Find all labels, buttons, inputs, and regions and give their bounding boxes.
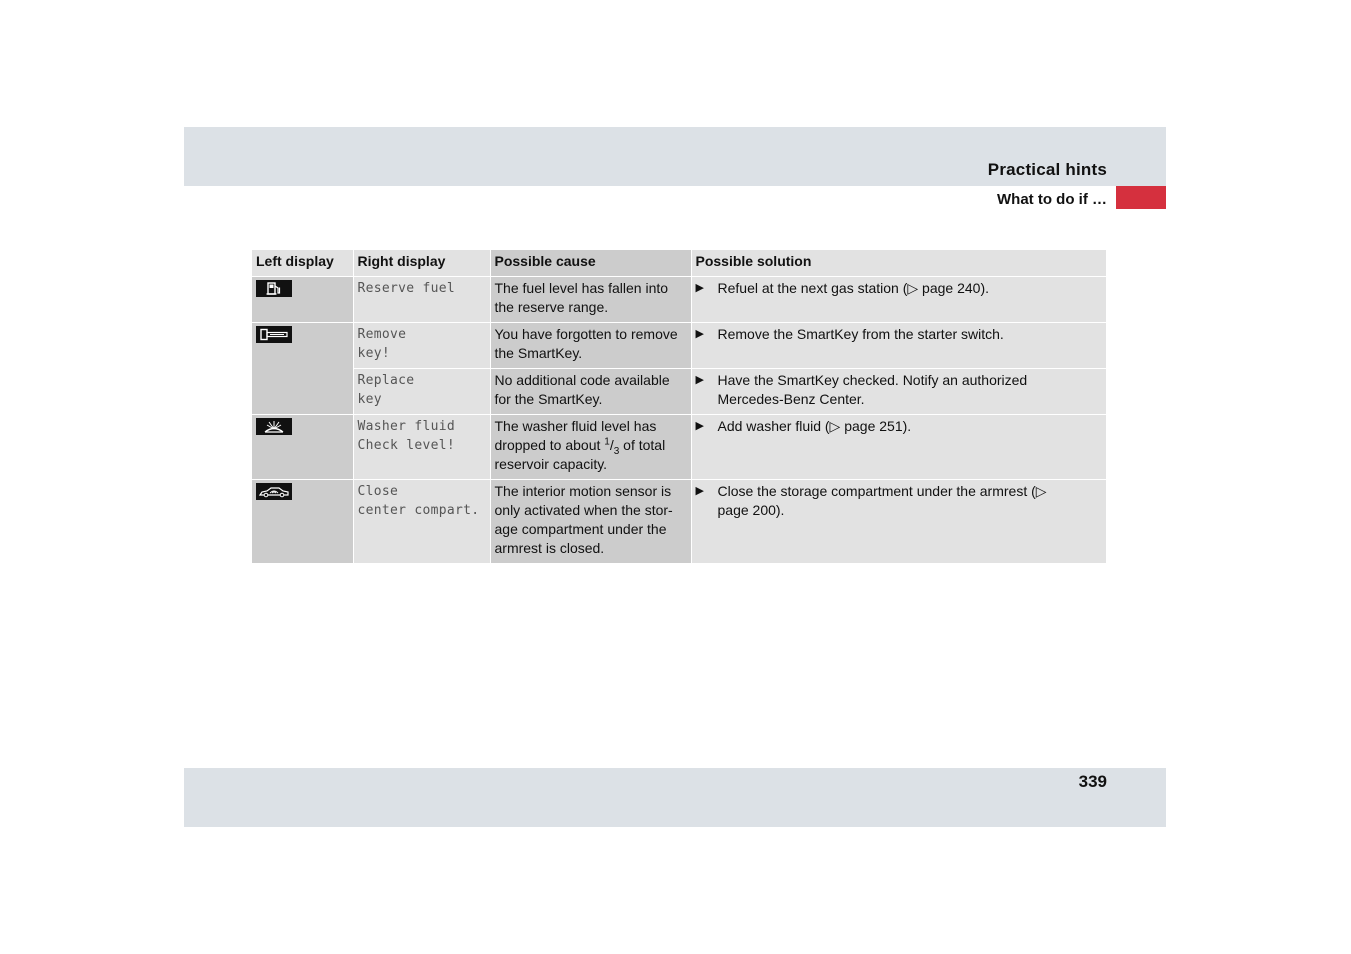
page-number: 339: [1078, 772, 1107, 791]
right-display-text: center compart.: [357, 503, 480, 518]
left-display-cell: [252, 323, 353, 415]
washer-fluid-icon: [256, 418, 292, 435]
header-right-display: Right display: [353, 250, 490, 277]
fraction-denominator: 3: [613, 445, 620, 457]
footer-band: [184, 768, 1166, 827]
solution-text: Have the SmartKey checked. Notify an authorized Mercedes-Benz Center.: [717, 372, 1028, 407]
possible-cause-cell: No additional code available for the SmartKey.: [490, 369, 691, 415]
left-display-cell: [252, 415, 353, 480]
right-display-text: Washer fluid: [357, 419, 456, 434]
table-row: [252, 369, 1107, 415]
bullet-arrow-icon: ▶: [695, 282, 704, 294]
header-possible-cause: Possible cause: [490, 250, 691, 277]
right-display-cell: [353, 277, 490, 323]
bullet-arrow-icon: ▶: [695, 374, 704, 386]
left-display-cell: [252, 277, 353, 323]
possible-solution-cell: [691, 277, 1107, 323]
section-title: Practical hints: [987, 160, 1107, 179]
right-display-cell: [353, 369, 490, 415]
cause-text: of total reservoir capacity.: [494, 437, 666, 472]
right-display-cell: [353, 323, 490, 369]
right-display-text: Close: [357, 484, 399, 499]
possible-cause-cell: The interior motion sensor is only activated when the stor-age compartment under the armrest is closed.: [490, 480, 691, 564]
possible-solution-cell: [691, 415, 1107, 480]
header-left-display: Left display: [252, 250, 353, 277]
solution-text: Refuel at the next gas station (▷ page 240).: [717, 280, 989, 296]
possible-solution-cell: [691, 323, 1107, 369]
table-header-row: [252, 250, 1107, 277]
table-row: [252, 323, 1107, 369]
chapter-tab-marker: [1116, 186, 1166, 209]
right-display-text: Replace: [357, 373, 415, 388]
possible-solution-cell: [691, 369, 1107, 415]
car-interior-icon: [256, 483, 292, 500]
subsection-title: What to do if …: [997, 191, 1107, 208]
possible-cause-cell: The fuel level has fallen into the reserve range.: [490, 277, 691, 323]
right-display-text: Check level!: [357, 438, 456, 453]
bullet-arrow-icon: ▶: [695, 328, 704, 340]
fraction-numerator: 1: [604, 436, 610, 448]
possible-solution-cell: [691, 480, 1107, 564]
table-row: [252, 277, 1107, 323]
table-row: [252, 415, 1107, 480]
cause-text: The washer fluid level has dropped to about: [494, 418, 657, 453]
solution-text: Add washer fluid (▷ page 251).: [717, 418, 912, 434]
solution-text: Remove the SmartKey from the starter switch.: [717, 326, 1004, 342]
table-row: [252, 480, 1107, 564]
possible-cause-cell: The washer fluid level has dropped to about $^1/_3$ of total reservoir capacity.: [490, 415, 691, 480]
right-display-text: key!: [357, 346, 391, 361]
right-display-text: key: [357, 392, 382, 407]
key-icon: [256, 326, 292, 343]
fuel-pump-icon: [256, 280, 292, 297]
right-display-text: Remove: [357, 327, 407, 342]
bullet-arrow-icon: ▶: [695, 420, 704, 432]
right-display-cell: [353, 415, 490, 480]
bullet-arrow-icon: ▶: [695, 485, 704, 497]
left-display-cell: [252, 480, 353, 564]
right-display-cell: [353, 480, 490, 564]
header-possible-solution: Possible solution: [691, 250, 1107, 277]
right-display-text: Reserve fuel: [357, 281, 456, 296]
possible-cause-cell: You have forgotten to remove the SmartKey.: [490, 323, 691, 369]
solution-text: Close the storage compartment under the armrest (▷ page 200).: [717, 483, 1047, 518]
display-messages-table: [252, 250, 1107, 564]
